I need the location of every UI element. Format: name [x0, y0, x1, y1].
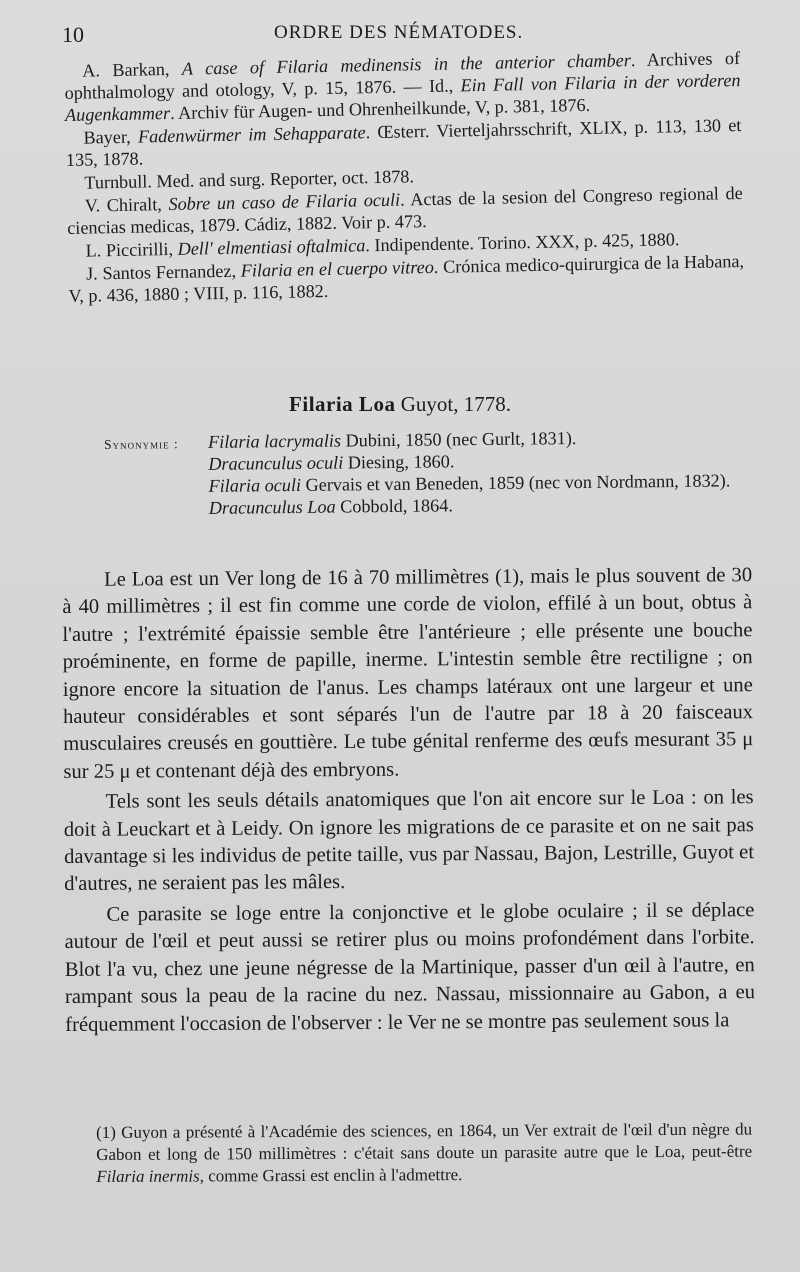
reference-title: Filaria en el cuerpo vitreo: [240, 256, 434, 281]
reference-text: Turnbull. Med. and surg. Reporter, oct. 1878.: [84, 166, 415, 193]
body-paragraph: Tels sont les seuls détails anatomiques que l'on ait encore sur le Loa : on les doit à Leuckart et à Leidy. On ignore les migrations de ce parasite et on ne sait pas davantage si les individus de petite taille, vus par Nassau, Bajon, Lestrille, Guyot et d'autres, ne seraient pas les mâles.: [63, 786, 755, 896]
species-author: Guyot, 1778.: [395, 392, 511, 416]
reference-text: V. Chiralt,: [84, 194, 169, 216]
footnote-text-end: , comme Grassi est enclin à l'admettre.: [199, 1165, 463, 1186]
footnote: [96, 1119, 752, 1188]
synonymy-list: [208, 425, 745, 519]
reference-text: . Indipendente. Torino. XXX, p. 425, 1880.: [365, 229, 680, 256]
footnote-species: Filaria inermis: [96, 1166, 200, 1186]
synonymy-block: [104, 425, 745, 520]
main-text: [62, 562, 755, 1042]
species-name: Filaria Loa: [289, 392, 396, 416]
reference-title: A case of Filaria medinensis in the anterior chamber: [181, 50, 632, 79]
reference-text: . Archives of ophthalmology and otology, V, p. 15, 1876. — Id.,: [64, 48, 741, 103]
synonym-entry: [209, 491, 745, 519]
synonym-authority: Dubini, 1850 (nec Gurlt, 1831).: [340, 428, 577, 451]
synonym-name: Filaria oculi: [208, 474, 302, 496]
reference-entry: [64, 47, 741, 126]
reference-title: Sobre un caso de Filaria oculi: [168, 189, 401, 215]
synonym-name: Dracunculus oculi: [208, 452, 344, 474]
reference-title: Fadenwürmer im Sehapparate: [137, 122, 366, 147]
reference-text: . Archiv für Augen- und Ohrenheilkunde, V, p. 381, 1876.: [169, 94, 591, 123]
reference-text: L. Piccirilli,: [85, 238, 178, 261]
footnote-text: [96, 1119, 752, 1188]
body-paragraph: Le Loa est un Ver long de 16 à 70 millimètres (1), mais le plus souvent de 30 à 40 millimètres ; il est fin comme une corde de violon, effilé à un bout, obtus à l'autre ; l'extrémité épaissie semble être l'antérieure ; elle présente une bouche proéminente, en forme de papille, inerme. L'intestin semble être rectiligne ; on ignore encore la situation de l'anus. Les champs latéraux ont une largeur et une hauteur considérables et sont séparés l'un de l'autre par 18 à 20 faisceaux musculaires creusés en gouttière. Le tube génital renferme des œufs mesurant 35 μ sur 25 μ et contenant déjà des embryons.: [62, 564, 754, 783]
synonym-authority: Diesing, 1860.: [343, 451, 455, 473]
bibliography-references: [64, 47, 745, 308]
synonym-authority: Cobbold, 1864.: [335, 495, 453, 517]
reference-text: . Œsterr. Vierteljahrsschrift, XLIX, p. 113, 130 et 135, 1878.: [65, 115, 742, 170]
synonym-authority: Gervais et van Beneden, 1859 (nec von Nordmann, 1832).: [300, 470, 731, 495]
reference-text: . Crónica medico-quirurgica de la Habana, V, p. 436, 1880 ; VIII, p. 116, 1882.: [68, 250, 745, 306]
page-number: 10: [62, 22, 84, 47]
synonym-name: Dracunculus Loa: [208, 496, 336, 518]
reference-text: . Actas de la sesion del Congreso regional de ciencias medicas, 1879. Cádiz, 1882. Voir p. 473.: [67, 182, 743, 238]
reference-text: J. Santos Fernandez,: [85, 260, 241, 284]
running-title: ORDRE DES NÉMATODES.: [274, 22, 524, 43]
body-paragraph: Ce parasite se loge entre la conjonctive et le globe oculaire ; il se déplace autour de l'œil et peut aussi se retirer plus ou moins profondément dans l'orbite. Blot l'a vu, chez une jeune négresse de la Martinique, passer d'un œil à l'autre, en rampant sous la peau de la racine du nez. Nassau, missionnaire au Gabon, a eu fréquemment l'occasion de l'observer : le Ver ne se montre pas seulement sous la: [64, 899, 756, 1036]
synonymy-label: Synonymie :: [104, 436, 179, 452]
synonym-name: Filaria lacrymalis: [208, 430, 342, 452]
reference-text: Bayer,: [83, 126, 139, 148]
species-heading: [0, 392, 800, 417]
reference-title: Dell' elmentiasi oftalmica: [177, 235, 366, 259]
footnote-text-start: (1) Guyon a présenté à l'Académie des sciences, en 1864, un Ver extrait de l'œil d'un nègre du Gabon et long de 150 millimètres : c'était sans doute un parasite autre que le Loa, peut-être: [96, 1119, 753, 1164]
running-head: [62, 18, 760, 48]
reference-text: A. Barkan,: [82, 58, 183, 81]
reference-title: Ein Fall von Filaria in der vorderen Augenkammer: [64, 70, 741, 125]
